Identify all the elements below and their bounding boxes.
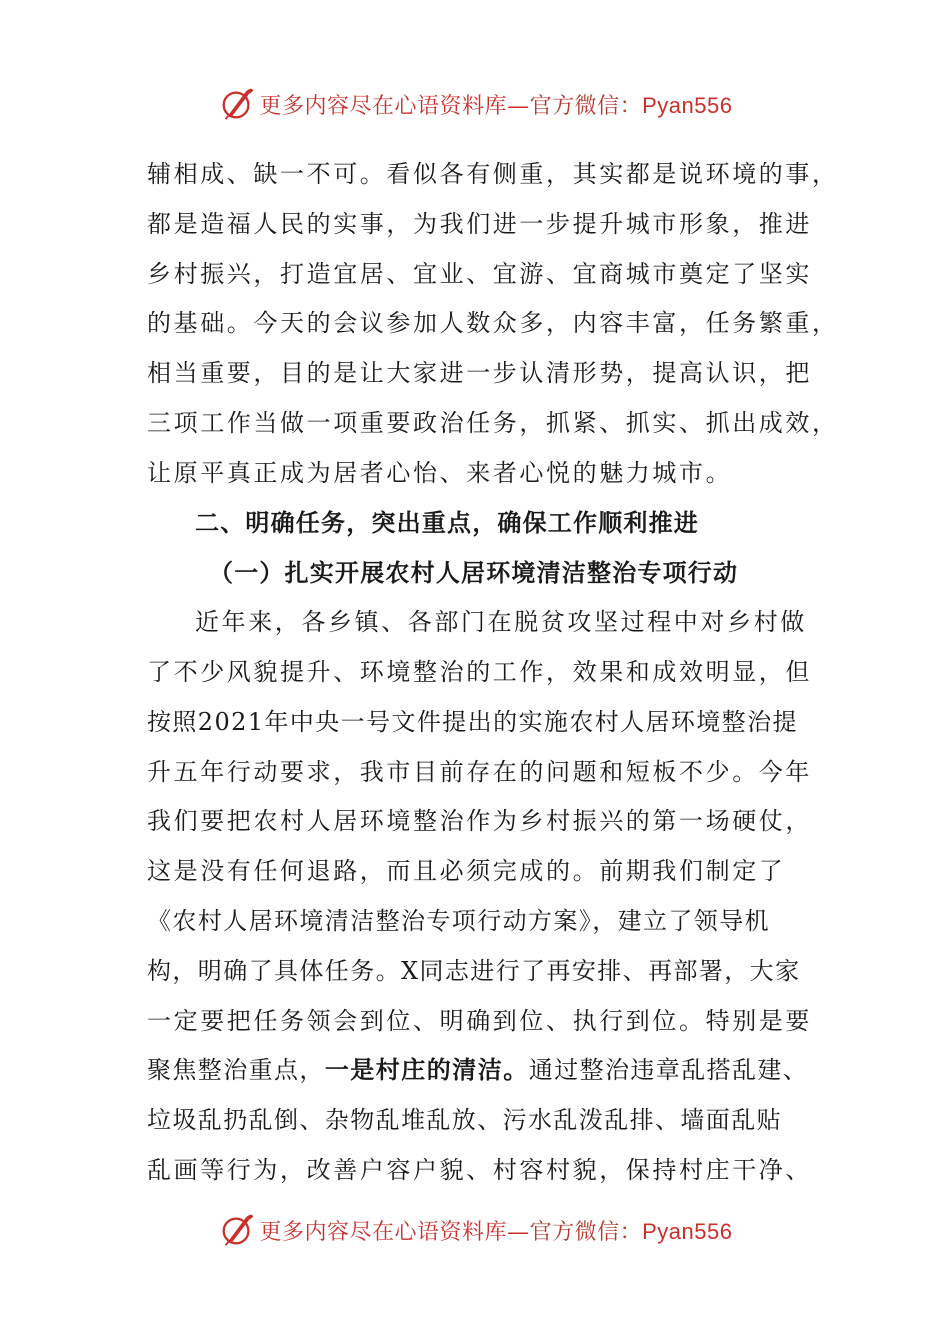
body-line: 《农村人居环境清洁整治专项行动方案》，建立了领导机 xyxy=(147,906,770,935)
banner-text: 更多内容尽在心语资料库—官方微信：Pyan556 xyxy=(259,1218,733,1245)
header-watermark-banner xyxy=(0,82,950,126)
banner-text: 更多内容尽在心语资料库—官方微信：Pyan556 xyxy=(259,92,733,119)
body-line: 辅相成、缺一不可。看似各有侧重，其实都是说环境的事， xyxy=(147,160,839,188)
body-line: 都是造福人民的实事，为我们进一步提升城市形象，推进 xyxy=(147,209,812,238)
quill-logo-icon xyxy=(218,1211,256,1249)
body-line: 三项工作当做一项重要政治任务，抓紧、抓实、抓出成效， xyxy=(147,408,839,437)
body-line: 相当重要，目的是让大家进一步认清形势，提高认识，把 xyxy=(147,359,812,388)
body-line: 升五年行动要求，我市目前存在的问题和短板不少。今年 xyxy=(147,757,812,786)
body-line: 了不少风貌提升、环境整治的工作，效果和成效明显，但 xyxy=(147,657,812,686)
section-heading: 二、明确任务，突出重点，确保工作顺利推进 xyxy=(195,508,699,537)
quill-logo-icon xyxy=(218,85,256,123)
body-text: 通过整治违章乱搭乱建、 xyxy=(528,1056,809,1085)
body-line: 乡村振兴，打造宜居、宜业、宜游、宜商城市奠定了坚实 xyxy=(147,259,812,288)
body-line: 让原平真正成为居者心怡、来者心悦的魅力城市。 xyxy=(147,458,733,487)
body-line: 这是没有任何退路，而且必须完成的。前期我们制定了 xyxy=(147,857,786,886)
body-line: 垃圾乱扔乱倒、杂物乱堆乱放、污水乱泼乱排、墙面乱贴 xyxy=(147,1106,782,1135)
footer-watermark-banner xyxy=(0,1208,950,1252)
body-line: 我们要把农村人居环境整治作为乡村振兴的第一场硬仗， xyxy=(147,807,812,836)
emphasis-text: 一是村庄的清洁。 xyxy=(324,1056,529,1085)
body-line: 乱画等行为，改善户容户貌、村容村貌，保持村庄干净、 xyxy=(147,1155,812,1184)
body-line: 按照2021年中央一号文件提出的实施农村人居环境整治提 xyxy=(147,707,798,736)
body-line: 近年来，各乡镇、各部门在脱贫攻坚过程中对乡村做 xyxy=(195,608,807,637)
body-line: 一定要把任务领会到位、明确到位、执行到位。特别是要 xyxy=(147,1006,812,1035)
body-line xyxy=(147,1046,807,1096)
document-body xyxy=(147,150,839,1196)
subsection-heading: （一）扎实开展农村人居环境清洁整治专项行动 xyxy=(209,558,739,588)
body-line: 的基础。今天的会议参加人数众多，内容丰富，任务繁重， xyxy=(147,309,839,338)
body-text: 聚焦整治重点， xyxy=(147,1056,325,1085)
body-line: 构，明确了具体任务。X同志进行了再安排、再部署，大家 xyxy=(147,956,801,985)
